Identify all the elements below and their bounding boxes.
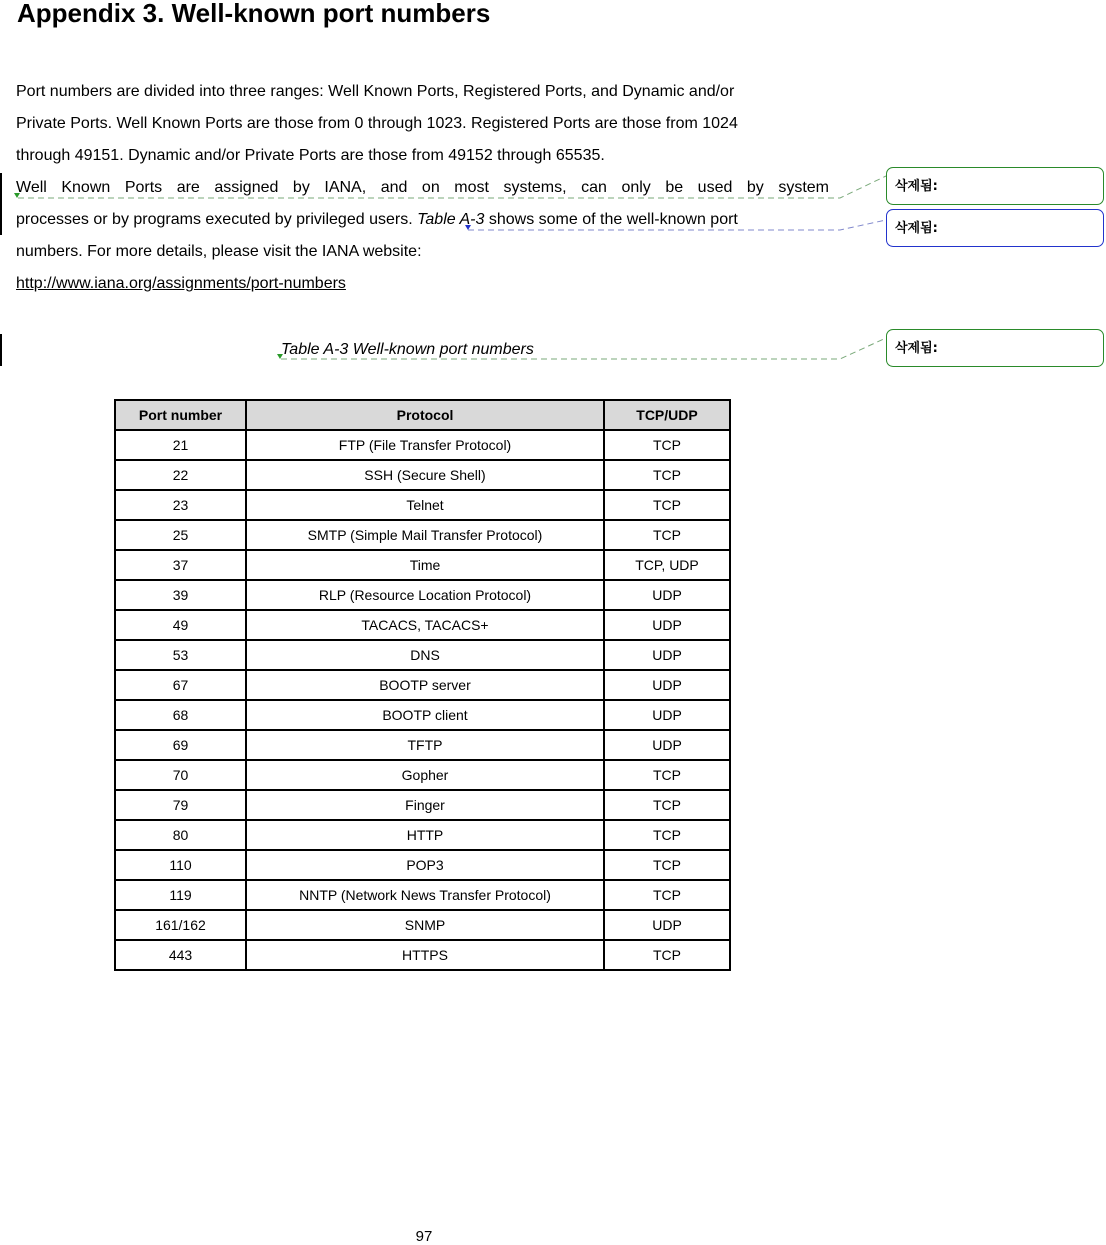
cell-port-number: 21 [115,430,246,460]
cell-protocol: TACACS, TACACS+ [246,610,604,640]
table-row [115,880,730,910]
cell-protocol: Telnet [246,490,604,520]
table-row [115,670,730,700]
cell-protocol: Finger [246,790,604,820]
cell-tcp-udp: TCP [604,940,730,970]
header-tcp-udp: TCP/UDP [604,400,730,430]
cell-protocol: RLP (Resource Location Protocol) [246,580,604,610]
cell-port-number: 49 [115,610,246,640]
paragraph-line: Port numbers are divided into three ranges: Well Known Ports, Registered Ports, and Dynamic and/or [16,83,735,100]
cell-tcp-udp: TCP [604,760,730,790]
table-row [115,760,730,790]
cell-protocol: SNMP [246,910,604,940]
page-number: 97 [415,1228,433,1245]
cell-port-number: 80 [115,820,246,850]
cell-port-number: 23 [115,490,246,520]
cell-port-number: 68 [115,700,246,730]
comment-leader-line [468,220,886,230]
cell-port-number: 39 [115,580,246,610]
cell-protocol: DNS [246,640,604,670]
table-row [115,460,730,490]
cell-port-number: 161/162 [115,910,246,940]
cell-protocol: FTP (File Transfer Protocol) [246,430,604,460]
paragraph-line: numbers. For more details, please visit the IANA website: [16,243,422,260]
cell-tcp-udp: UDP [604,640,730,670]
paragraph-text: shows some of the well-known port [488,211,738,228]
table-reference: Table A-3 [417,211,485,228]
cell-protocol: Gopher [246,760,604,790]
cell-port-number: 67 [115,670,246,700]
cell-protocol: SSH (Secure Shell) [246,460,604,490]
cell-port-number: 37 [115,550,246,580]
cell-tcp-udp: UDP [604,910,730,940]
cell-tcp-udp: TCP [604,460,730,490]
cell-tcp-udp: TCP [604,520,730,550]
paragraph-line: through 49151. Dynamic and/or Private Ports are those from 49152 through 65535. [16,147,605,164]
cell-protocol: NNTP (Network News Transfer Protocol) [246,880,604,910]
cell-protocol: POP3 [246,850,604,880]
deleted-comment-balloon[interactable]: 삭제됨: [886,167,1104,205]
header-port-number: Port number [115,400,246,430]
header-protocol: Protocol [246,400,604,430]
deleted-comment-balloon[interactable]: 삭제됨: [886,329,1104,367]
cell-protocol: BOOTP client [246,700,604,730]
cell-port-number: 69 [115,730,246,760]
cell-protocol: BOOTP server [246,670,604,700]
cell-port-number: 110 [115,850,246,880]
table-row [115,520,730,550]
cell-port-number: 53 [115,640,246,670]
cell-port-number: 443 [115,940,246,970]
table-row [115,490,730,520]
table-caption: Table A-3 Well-known port numbers [281,341,534,358]
table-row [115,700,730,730]
cell-tcp-udp: TCP, UDP [604,550,730,580]
cell-protocol: HTTP [246,820,604,850]
cell-port-number: 22 [115,460,246,490]
cell-port-number: 79 [115,790,246,820]
cell-protocol: TFTP [246,730,604,760]
port-table [114,399,731,971]
cell-protocol: SMTP (Simple Mail Transfer Protocol) [246,520,604,550]
table-row [115,580,730,610]
paragraph-line: Well Known Ports are assigned by IANA, and on most systems, can only be used by system [16,179,829,196]
table-header-row [115,400,730,430]
table-row [115,850,730,880]
cell-tcp-udp: TCP [604,820,730,850]
cell-tcp-udp: TCP [604,430,730,460]
cell-port-number: 25 [115,520,246,550]
table-row [115,820,730,850]
cell-tcp-udp: UDP [604,730,730,760]
deleted-comment-balloon[interactable]: 삭제됨: [886,209,1104,247]
cell-tcp-udp: TCP [604,880,730,910]
cell-tcp-udp: UDP [604,700,730,730]
cell-tcp-udp: UDP [604,580,730,610]
cell-protocol: Time [246,550,604,580]
cell-tcp-udp: TCP [604,490,730,520]
paragraph-line: Private Ports. Well Known Ports are those from 0 through 1023. Registered Ports are those from 1024 [16,115,738,132]
table-row [115,910,730,940]
table-row [115,790,730,820]
cell-protocol: HTTPS [246,940,604,970]
table-row [115,730,730,760]
paragraph-text: processes or by programs executed by privileged users. [16,211,413,228]
comment-leader-line [18,176,886,198]
iana-link[interactable]: http://www.iana.org/assignments/port-numbers [16,275,346,292]
table-row [115,640,730,670]
table-row [115,610,730,640]
cell-tcp-udp: TCP [604,850,730,880]
table-row [115,550,730,580]
table-row [115,430,730,460]
cell-tcp-udp: UDP [604,670,730,700]
page-title: Appendix 3. Well-known port numbers [17,0,491,28]
cell-tcp-udp: UDP [604,610,730,640]
table-row [115,940,730,970]
comment-leader-line [281,338,886,359]
cell-port-number: 119 [115,880,246,910]
cell-tcp-udp: TCP [604,790,730,820]
cell-port-number: 70 [115,760,246,790]
